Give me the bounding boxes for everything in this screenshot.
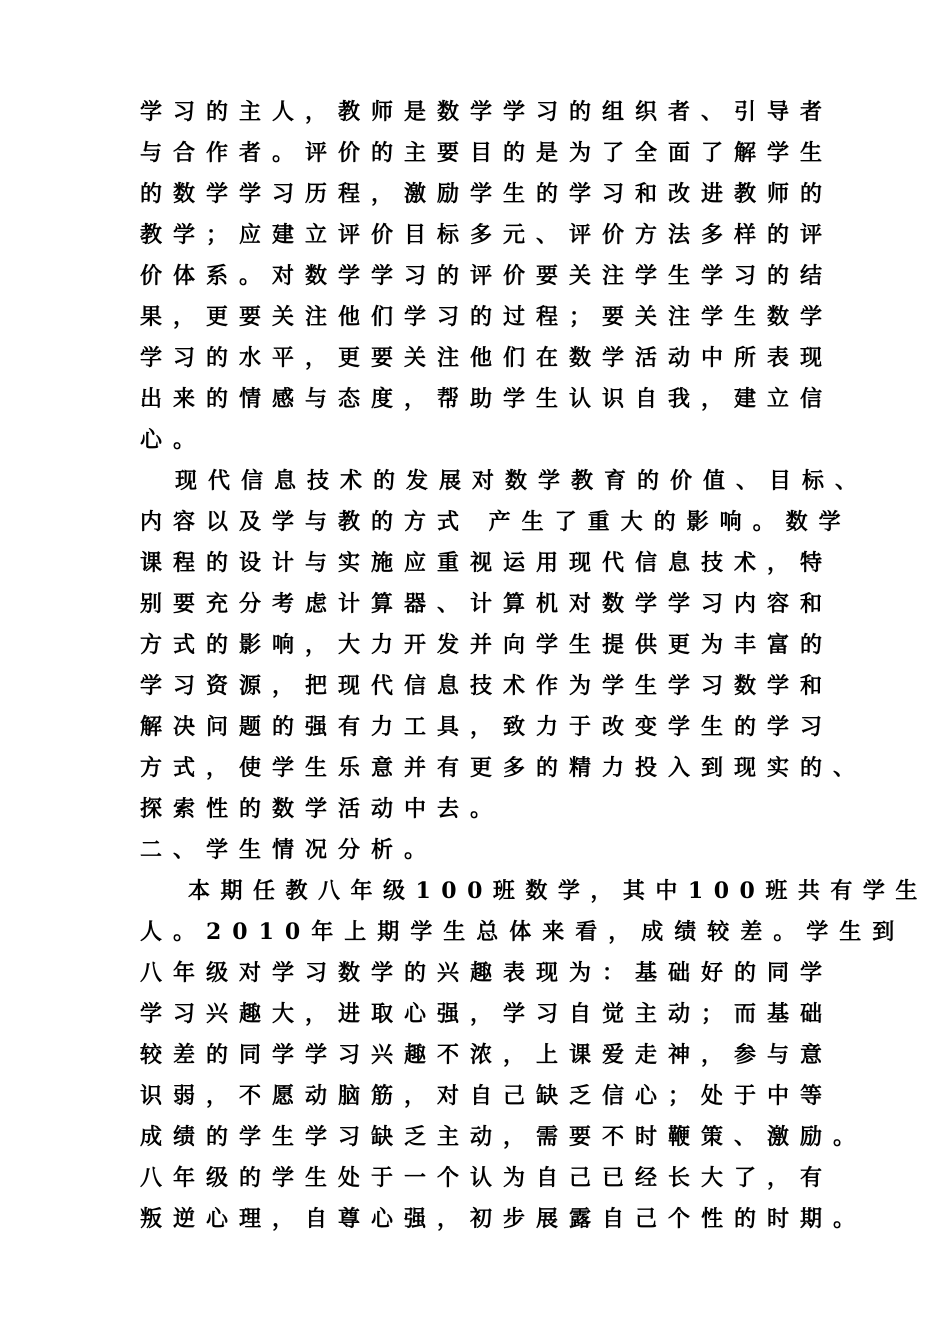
text-line: 学习兴趣大，进取心强，学习自觉主动；而基础 [140,1001,834,1027]
text-line: 学习的水平，更要关注他们在数学活动中所表现 [140,345,834,371]
text-line: 教学；应建立评价目标多元、评价方法多样的评 [140,222,834,248]
text-line: 出来的情感与态度，帮助学生认识自我，建立信 [140,386,834,412]
text-line: 识弱，不愿动脑筋，对自己缺乏信心；处于中等 [140,1083,834,1109]
text-line: 解决问题的强有力工具，致力于改变学生的学习 [140,714,834,740]
text-line: 与合作者。评价的主要目的是为了全面了解学生 [140,140,834,166]
text-line: 别要充分考虑计算器、计算机对数学学习内容和 [140,591,834,617]
text-line: 价体系。对数学学习的评价要关注学生学习的结 [140,263,834,289]
text-line: 八年级对学习数学的兴趣表现为：基础好的同学 [140,960,834,986]
text-line: 果，更要关注他们学习的过程；要关注学生数学 [140,304,834,330]
text-line: 方式，使学生乐意并有更多的精力投入到现实的、 [140,755,867,781]
text-line: 学习的主人，教师是数学学习的组织者、引导者 [140,99,834,125]
text-line: 内容以及学与教的方式 产生了重大的影响。数学 [140,509,852,535]
paragraph-first-line: 现代信息技术的发展对数学教育的价值、目标、 [175,468,869,494]
text-line: 探索性的数学活动中去。 [140,796,504,822]
section-heading: 二、学生情况分析。 [140,837,438,863]
paragraph-first-line: 本期任教八年级100班数学，其中100班共有学生 [188,878,928,904]
text-line: 人。2010年上期学生总体来看，成绩较差。学生到 [140,919,906,945]
text-line: 课程的设计与实施应重视运用现代信息技术，特 [140,550,834,576]
text-line: 的数学学习历程，激励学生的学习和改进教师的 [140,181,834,207]
text-line: 方式的影响，大力开发并向学生提供更为丰富的 [140,632,834,658]
text-line: 学习资源，把现代信息技术作为学生学习数学和 [140,673,834,699]
text-line: 较差的同学学习兴趣不浓，上课爱走神，参与意 [140,1042,834,1068]
text-line: 八年级的学生处于一个认为自己已经长大了，有 [140,1165,834,1191]
text-line: 心。 [140,427,207,453]
text-line: 成绩的学生学习缺乏主动，需要不时鞭策、激励。 [140,1124,867,1150]
text-line: 叛逆心理，自尊心强，初步展露自己个性的时期。 [140,1206,867,1232]
